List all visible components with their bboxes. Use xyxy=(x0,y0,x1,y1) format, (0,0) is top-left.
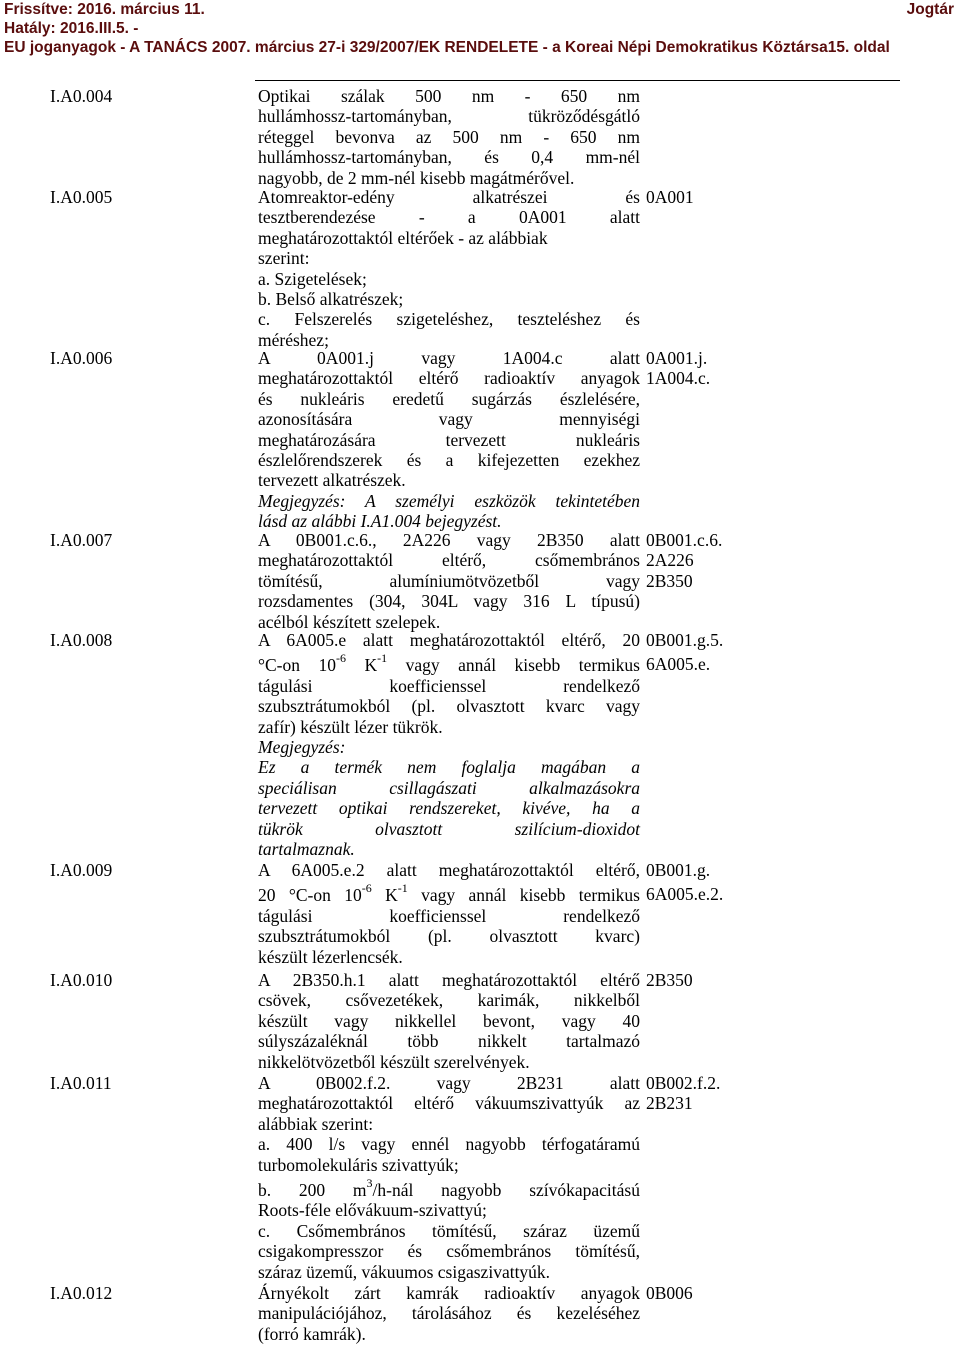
item-code: I.A0.010 xyxy=(50,970,113,990)
description-line: észlelőrendszerek és a kifejezetten ezekhez xyxy=(258,450,640,471)
line-text: vagy annál kisebb termikus xyxy=(387,655,640,676)
description-line: A 0B001.c.6., 2A226 vagy 2B350 alatt xyxy=(258,530,640,550)
item-description xyxy=(258,860,640,967)
description-line xyxy=(258,651,640,676)
description-line: Roots-féle elővákuum-szivattyú; xyxy=(258,1200,487,1221)
description-line: tervezett optikai rendszereket, kivéve, ha a xyxy=(258,798,640,819)
description-line: Optikai szálak 500 nm - 650 nm xyxy=(258,86,640,106)
description-line: azonosítására vagy mennyiségi xyxy=(258,409,640,430)
page-number: 15. oldal xyxy=(827,39,890,56)
description-line: súlyszázaléknál több nikkelt tartalmazó xyxy=(258,1031,640,1052)
item-description xyxy=(258,530,640,632)
description-line: A 6A005.e.2 alatt meghatározottaktól eltérő, xyxy=(258,860,640,880)
exponent: -6 xyxy=(361,881,372,896)
reference-code: 1A004.c. xyxy=(646,368,711,389)
description-line: meghatározottaktól eltérő radioaktív anyagok xyxy=(258,368,640,389)
description-line: A 2B350.h.1 alatt meghatározottaktól eltérő xyxy=(258,970,640,990)
line-text: °C-on 10 xyxy=(258,655,336,676)
description-line: Megjegyzés: A személyi eszközök tekintetében xyxy=(258,490,640,511)
description-line: készült lézerlencsék. xyxy=(258,946,403,967)
description-line: tömítésű, alumíniumötvözetből vagy xyxy=(258,570,640,591)
exponent: -6 xyxy=(336,651,346,666)
item-description xyxy=(258,1073,640,1282)
description-line: szubsztrátumokból (pl. olvasztott kvarc) xyxy=(258,926,640,947)
cross-reference xyxy=(646,530,736,591)
description-line: csigakompresszor és csőmembrános tömítésű, xyxy=(258,1241,640,1262)
description-line: réteggel bevonva az 500 nm - 650 nm xyxy=(258,126,640,147)
description-line: szubsztrátumokból (pl. olvasztott kvarc vagy xyxy=(258,696,640,717)
description-line: alábbiak szerint: xyxy=(258,1113,374,1134)
item-description xyxy=(258,630,640,859)
cross-reference xyxy=(646,630,736,675)
exponent: -1 xyxy=(397,881,408,896)
description-line: csövek, csővezetékek, karimák, nikkelből xyxy=(258,990,640,1011)
item-description xyxy=(258,348,640,532)
description-line: méréshez; xyxy=(258,329,329,350)
description-line: tartalmaznak. xyxy=(258,839,355,860)
description-line: turbomolekuláris szivattyúk; xyxy=(258,1154,459,1175)
reference-code: 2B350 xyxy=(646,970,693,990)
description-line: a. Szigetelések; xyxy=(258,268,367,289)
cross-reference xyxy=(646,970,736,990)
description-line: A 0A001.j vagy 1A004.c alatt xyxy=(258,348,640,368)
cross-reference xyxy=(646,1073,736,1114)
description-line: A 0B002.f.2. vagy 2B231 alatt xyxy=(258,1073,640,1093)
item-code: I.A0.008 xyxy=(50,630,113,650)
page-header xyxy=(4,0,956,58)
item-code: I.A0.005 xyxy=(50,187,113,207)
description-line: lásd az alábbi I.A1.004 bejegyzést. xyxy=(258,511,502,532)
reference-code: 2B350 xyxy=(646,570,693,591)
document-title: EU joganyagok - A TANÁCS 2007. március 27-i 329/2007/EK RENDELETE - a Koreai Népi Demokratikus Köztársa xyxy=(4,39,828,56)
item-description xyxy=(258,1283,640,1344)
reference-code: 0A001 xyxy=(646,187,694,207)
document-title-line xyxy=(4,38,890,57)
description-line: zafír) készült lézer tükrök. xyxy=(258,716,443,737)
reference-code: 6A005.e. xyxy=(646,654,711,675)
exponent: 3 xyxy=(366,1176,373,1191)
description-line: rozsdamentes (304, 304L vagy 316 L típusú) xyxy=(258,591,640,612)
reference-code: 0A001.j. xyxy=(646,348,708,368)
description-line: meghatározottaktól eltérőek - az alábbiak xyxy=(258,227,548,248)
description-line: a. 400 l/s vagy ennél nagyobb térfogatáramú xyxy=(258,1134,640,1155)
description-line: száraz üzemű, vákuumos csigaszivattyúk. xyxy=(258,1261,551,1282)
line-text: vagy annál kisebb termikus xyxy=(407,885,640,906)
description-line: meghatározottaktól eltérő vákuumszivattyúk az xyxy=(258,1093,640,1114)
description-line: tervezett alkatrészek. xyxy=(258,470,406,491)
item-description xyxy=(258,86,640,188)
line-text: K xyxy=(346,655,378,676)
description-line: és nukleáris eredetű sugárzás észlelésére, xyxy=(258,388,640,409)
line-text: K xyxy=(371,885,398,906)
reference-code: 0B006 xyxy=(646,1283,693,1303)
description-line: nikkelötvözetből készült szerelvények. xyxy=(258,1051,530,1072)
item-code: I.A0.007 xyxy=(50,530,113,550)
description-line: nagyobb, de 2 mm-nél kisebb magátmérővel. xyxy=(258,167,575,188)
reference-code: 6A005.e.2. xyxy=(646,884,724,905)
description-line: speciálisan csillagászati alkalmazásokra xyxy=(258,777,640,798)
item-code: I.A0.004 xyxy=(50,86,113,106)
description-line: c. Felszerelés szigeteléshez, teszteléshez és xyxy=(258,309,640,330)
description-line: Atomreaktor-edény alkatrészei és xyxy=(258,187,640,207)
description-line: készült vagy nikkellel bevont, vagy 40 xyxy=(258,1010,640,1031)
reference-code: 0B001.c.6. xyxy=(646,530,723,550)
description-line: manipulációjához, tárolásához és kezeléséhez xyxy=(258,1303,640,1324)
cross-reference xyxy=(646,187,736,207)
reference-code: 2A226 xyxy=(646,550,694,571)
cross-reference xyxy=(646,1283,736,1303)
reference-code: 2B231 xyxy=(646,1093,693,1114)
cross-reference xyxy=(646,348,736,389)
description-line: tükrök olvasztott szilícium-dioxidot xyxy=(258,818,640,839)
description-line: Árnyékolt zárt kamrák radioaktív anyagok xyxy=(258,1283,640,1303)
description-line: meghatározására tervezett nukleáris xyxy=(258,429,640,450)
description-line: Megjegyzés: xyxy=(258,737,346,758)
description-line: meghatározottaktól eltérő, csőmembrános xyxy=(258,550,640,571)
reference-code: 0B001.g.5. xyxy=(646,630,724,650)
item-description xyxy=(258,970,640,1072)
description-line: tesztberendezése - a 0A001 alatt xyxy=(258,207,640,228)
description-line: szerint: xyxy=(258,248,310,269)
description-line: b. Belső alkatrészek; xyxy=(258,289,404,310)
description-line: hullámhossz-tartományban, és 0,4 mm-nél xyxy=(258,147,640,168)
item-code: I.A0.011 xyxy=(50,1073,112,1093)
exponent: -1 xyxy=(377,651,388,666)
line-text: 20 °C-on 10 xyxy=(258,885,362,906)
description-line: Ez a termék nem foglalja magában a xyxy=(258,757,640,778)
item-code: I.A0.006 xyxy=(50,348,113,368)
cross-reference xyxy=(646,860,736,905)
description-line: acélból készített szelepek. xyxy=(258,611,441,632)
line-text: /h-nál nagyobb szívókapacitású xyxy=(372,1180,640,1201)
item-code: I.A0.012 xyxy=(50,1283,113,1303)
refreshed-date: Frissítve: 2016. március 11. xyxy=(4,1,205,18)
reference-code: 0B002.f.2. xyxy=(646,1073,721,1093)
description-line xyxy=(258,881,640,906)
item-description xyxy=(258,187,640,350)
reference-code: 0B001.g. xyxy=(646,860,711,880)
description-line: tágulási koefficienssel rendelkező xyxy=(258,675,640,696)
description-line xyxy=(258,1176,640,1201)
brand-name: Jogtár xyxy=(906,1,954,18)
description-line: tágulási koefficienssel rendelkező xyxy=(258,905,640,926)
description-line: (forró kamrák). xyxy=(258,1323,366,1344)
description-line: A 6A005.e alatt meghatározottaktól eltérő, 20 xyxy=(258,630,640,650)
effective-date: Hatály: 2016.III.5. - xyxy=(4,20,139,37)
line-text: b. 200 m xyxy=(258,1180,367,1201)
item-code: I.A0.009 xyxy=(50,860,113,880)
header-rule xyxy=(255,80,900,81)
description-line: c. Csőmembrános tömítésű, száraz üzemű xyxy=(258,1220,640,1241)
description-line: hullámhossz-tartományban, tükröződésgátló xyxy=(258,106,640,127)
